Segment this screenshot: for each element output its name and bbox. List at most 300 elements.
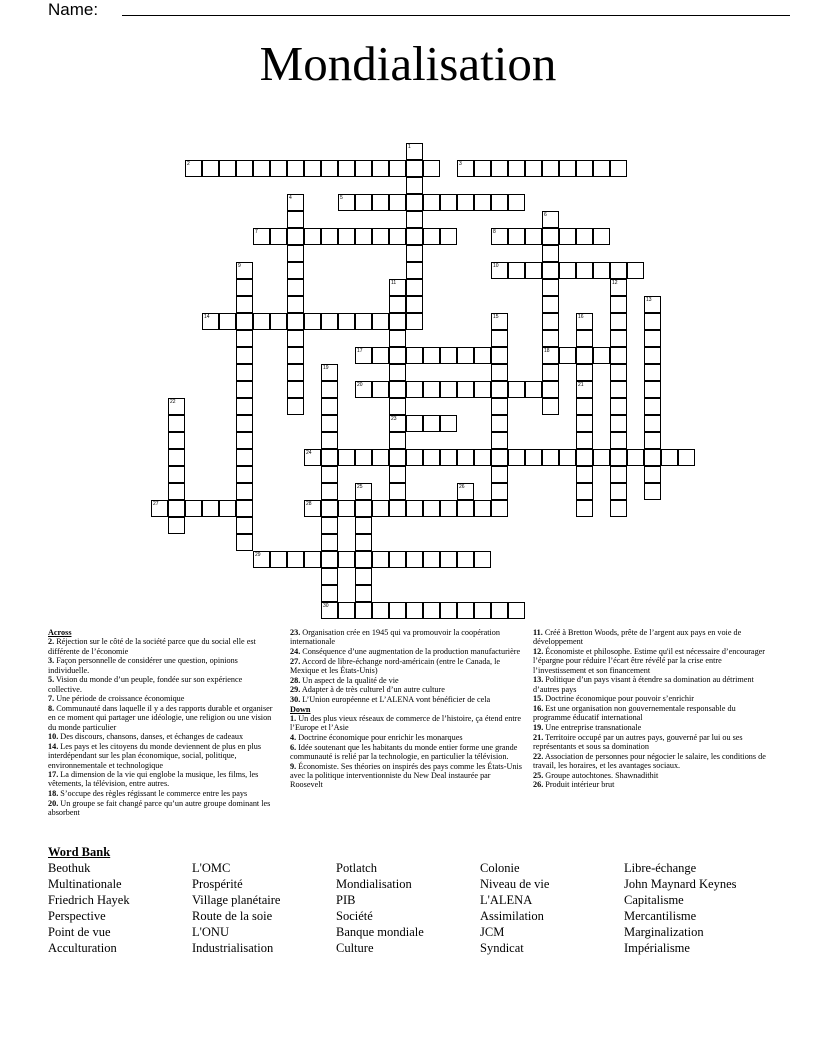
grid-cell[interactable]	[406, 228, 423, 245]
grid-cell[interactable]	[389, 279, 406, 296]
grid-cell[interactable]	[457, 449, 474, 466]
grid-cell[interactable]	[474, 160, 491, 177]
grid-cell[interactable]	[610, 330, 627, 347]
grid-cell[interactable]	[236, 279, 253, 296]
grid-cell[interactable]	[525, 381, 542, 398]
grid-cell[interactable]	[406, 143, 423, 160]
grid-cell[interactable]	[440, 347, 457, 364]
grid-cell[interactable]	[321, 364, 338, 381]
grid-cell[interactable]	[219, 313, 236, 330]
grid-cell[interactable]	[389, 466, 406, 483]
grid-cell[interactable]	[644, 483, 661, 500]
grid-cell[interactable]	[338, 313, 355, 330]
clue-number: 27	[153, 501, 159, 507]
grid-cell[interactable]	[338, 228, 355, 245]
grid-cell[interactable]	[491, 602, 508, 619]
grid-cell[interactable]	[202, 313, 219, 330]
grid-cell[interactable]	[610, 262, 627, 279]
grid-cell[interactable]	[355, 381, 372, 398]
grid-cell[interactable]	[406, 449, 423, 466]
grid-cell[interactable]	[355, 449, 372, 466]
grid-cell[interactable]	[576, 347, 593, 364]
grid-cell[interactable]	[321, 228, 338, 245]
grid-cell[interactable]	[355, 551, 372, 568]
grid-cell[interactable]	[355, 568, 372, 585]
grid-cell[interactable]	[372, 449, 389, 466]
grid-cell[interactable]	[338, 160, 355, 177]
grid-cell[interactable]	[406, 177, 423, 194]
grid-cell[interactable]	[389, 551, 406, 568]
grid-cell[interactable]	[423, 551, 440, 568]
grid-cell[interactable]	[542, 228, 559, 245]
grid-cell[interactable]	[576, 432, 593, 449]
grid-cell[interactable]	[644, 432, 661, 449]
grid-cell[interactable]	[627, 262, 644, 279]
grid-cell[interactable]	[253, 228, 270, 245]
grid-cell[interactable]	[287, 381, 304, 398]
grid-cell[interactable]	[491, 313, 508, 330]
grid-cell[interactable]	[168, 466, 185, 483]
grid-cell[interactable]	[491, 500, 508, 517]
grid-cell[interactable]	[321, 500, 338, 517]
grid-cell[interactable]	[474, 551, 491, 568]
grid-cell[interactable]	[338, 500, 355, 517]
grid-cell[interactable]	[525, 228, 542, 245]
grid-cell[interactable]	[525, 262, 542, 279]
grid-cell[interactable]	[321, 415, 338, 432]
grid-cell[interactable]	[338, 194, 355, 211]
grid-cell[interactable]	[440, 194, 457, 211]
grid-cell[interactable]	[423, 381, 440, 398]
grid-cell[interactable]	[236, 262, 253, 279]
grid-cell[interactable]	[576, 415, 593, 432]
grid-cell[interactable]	[372, 228, 389, 245]
grid-cell[interactable]	[236, 296, 253, 313]
grid-cell[interactable]	[406, 194, 423, 211]
grid-cell[interactable]	[338, 449, 355, 466]
grid-cell[interactable]	[321, 466, 338, 483]
grid-cell[interactable]	[491, 160, 508, 177]
grid-cell[interactable]	[576, 466, 593, 483]
grid-cell[interactable]	[576, 381, 593, 398]
grid-cell[interactable]	[474, 194, 491, 211]
grid-cell[interactable]	[321, 483, 338, 500]
grid-cell[interactable]	[491, 262, 508, 279]
grid-cell[interactable]	[542, 398, 559, 415]
grid-cell[interactable]	[168, 517, 185, 534]
grid-cell[interactable]	[559, 449, 576, 466]
grid-cell[interactable]	[287, 313, 304, 330]
grid-cell[interactable]	[644, 347, 661, 364]
grid-cell[interactable]	[542, 381, 559, 398]
grid-cell[interactable]	[610, 483, 627, 500]
grid-cell[interactable]	[542, 279, 559, 296]
grid-cell[interactable]	[559, 160, 576, 177]
grid-cell[interactable]	[508, 381, 525, 398]
grid-cell[interactable]	[440, 449, 457, 466]
grid-cell[interactable]	[508, 262, 525, 279]
grid-cell[interactable]	[627, 449, 644, 466]
grid-cell[interactable]	[355, 534, 372, 551]
grid-cell[interactable]	[389, 483, 406, 500]
grid-cell[interactable]	[236, 466, 253, 483]
grid-cell[interactable]	[236, 534, 253, 551]
grid-cell[interactable]	[406, 160, 423, 177]
grid-cell[interactable]	[610, 466, 627, 483]
grid-cell[interactable]	[491, 483, 508, 500]
grid-cell[interactable]	[372, 381, 389, 398]
grid-cell[interactable]	[355, 500, 372, 517]
grid-cell[interactable]	[610, 296, 627, 313]
grid-cell[interactable]	[304, 449, 321, 466]
grid-cell[interactable]	[168, 415, 185, 432]
grid-cell[interactable]	[287, 262, 304, 279]
grid-cell[interactable]	[440, 381, 457, 398]
grid-cell[interactable]	[542, 347, 559, 364]
grid-cell[interactable]	[389, 381, 406, 398]
grid-cell[interactable]	[236, 500, 253, 517]
grid-cell[interactable]	[610, 500, 627, 517]
grid-cell[interactable]	[542, 211, 559, 228]
grid-cell[interactable]	[219, 500, 236, 517]
grid-cell[interactable]	[168, 398, 185, 415]
grid-cell[interactable]	[321, 381, 338, 398]
grid-cell[interactable]	[389, 296, 406, 313]
word-bank-item: Syndicat	[480, 941, 524, 955]
grid-cell[interactable]	[457, 347, 474, 364]
grid-cell[interactable]	[389, 194, 406, 211]
grid-cell[interactable]	[610, 160, 627, 177]
grid-cell[interactable]	[236, 517, 253, 534]
grid-cell[interactable]	[321, 551, 338, 568]
grid-cell[interactable]	[338, 551, 355, 568]
grid-cell[interactable]	[491, 466, 508, 483]
grid-cell[interactable]	[457, 500, 474, 517]
grid-cell[interactable]	[355, 160, 372, 177]
grid-cell[interactable]	[236, 330, 253, 347]
grid-cell[interactable]	[287, 279, 304, 296]
grid-cell[interactable]	[406, 551, 423, 568]
grid-cell[interactable]	[576, 449, 593, 466]
grid-cell[interactable]	[355, 228, 372, 245]
grid-cell[interactable]	[423, 449, 440, 466]
grid-cell[interactable]	[644, 415, 661, 432]
grid-cell[interactable]	[406, 500, 423, 517]
grid-cell[interactable]	[644, 381, 661, 398]
grid-cell[interactable]	[644, 449, 661, 466]
grid-cell[interactable]	[474, 381, 491, 398]
grid-cell[interactable]	[253, 313, 270, 330]
grid-cell[interactable]	[355, 517, 372, 534]
grid-cell[interactable]	[440, 228, 457, 245]
clue-item	[290, 685, 522, 694]
grid-cell[interactable]	[406, 279, 423, 296]
clue-number: 2	[187, 161, 190, 167]
grid-cell[interactable]	[304, 313, 321, 330]
grid-cell[interactable]	[576, 228, 593, 245]
word-bank-item: Niveau de vie	[480, 877, 550, 891]
grid-cell[interactable]	[287, 228, 304, 245]
grid-cell[interactable]	[542, 296, 559, 313]
grid-cell[interactable]	[406, 347, 423, 364]
grid-cell[interactable]	[576, 330, 593, 347]
grid-cell[interactable]	[338, 602, 355, 619]
grid-cell[interactable]	[253, 160, 270, 177]
grid-cell[interactable]	[389, 347, 406, 364]
grid-cell[interactable]	[559, 262, 576, 279]
grid-cell[interactable]	[168, 483, 185, 500]
grid-cell[interactable]	[389, 160, 406, 177]
grid-cell[interactable]	[457, 381, 474, 398]
grid-cell[interactable]	[457, 194, 474, 211]
grid-cell[interactable]	[236, 398, 253, 415]
grid-cell[interactable]	[168, 449, 185, 466]
grid-cell[interactable]	[270, 160, 287, 177]
grid-cell[interactable]	[389, 602, 406, 619]
grid-cell[interactable]	[236, 364, 253, 381]
grid-cell[interactable]	[202, 500, 219, 517]
grid-cell[interactable]	[542, 160, 559, 177]
grid-cell[interactable]	[423, 228, 440, 245]
grid-cell[interactable]	[372, 347, 389, 364]
grid-cell[interactable]	[389, 415, 406, 432]
grid-cell[interactable]	[236, 160, 253, 177]
grid-cell[interactable]	[576, 483, 593, 500]
grid-cell[interactable]	[321, 313, 338, 330]
grid-cell[interactable]	[355, 585, 372, 602]
grid-cell[interactable]	[321, 160, 338, 177]
grid-cell[interactable]	[542, 330, 559, 347]
grid-cell[interactable]	[440, 415, 457, 432]
clue-number: 3	[459, 161, 462, 167]
grid-cell[interactable]	[423, 415, 440, 432]
grid-cell[interactable]	[423, 347, 440, 364]
grid-cell[interactable]	[542, 262, 559, 279]
grid-cell[interactable]	[406, 211, 423, 228]
grid-cell[interactable]	[474, 449, 491, 466]
grid-cell[interactable]	[321, 398, 338, 415]
grid-cell[interactable]	[287, 160, 304, 177]
grid-cell[interactable]	[610, 381, 627, 398]
grid-cell[interactable]	[236, 432, 253, 449]
grid-cell[interactable]	[491, 228, 508, 245]
grid-cell[interactable]	[644, 330, 661, 347]
grid-cell[interactable]	[406, 296, 423, 313]
grid-cell[interactable]	[287, 296, 304, 313]
grid-cell[interactable]	[321, 602, 338, 619]
grid-cell[interactable]	[389, 500, 406, 517]
grid-cell[interactable]	[389, 364, 406, 381]
grid-cell[interactable]	[508, 194, 525, 211]
grid-cell[interactable]	[457, 160, 474, 177]
grid-cell[interactable]	[525, 449, 542, 466]
grid-cell[interactable]	[593, 228, 610, 245]
grid-cell[interactable]	[491, 381, 508, 398]
clue-number: 26	[459, 484, 465, 490]
grid-cell[interactable]	[372, 313, 389, 330]
grid-cell[interactable]	[287, 194, 304, 211]
grid-cell[interactable]	[423, 602, 440, 619]
grid-cell[interactable]	[287, 364, 304, 381]
grid-cell[interactable]	[644, 466, 661, 483]
clue-number: 22	[170, 399, 176, 405]
grid-cell[interactable]	[287, 211, 304, 228]
grid-cell[interactable]	[610, 398, 627, 415]
grid-cell[interactable]	[525, 160, 542, 177]
grid-cell[interactable]	[287, 398, 304, 415]
grid-cell[interactable]	[491, 398, 508, 415]
grid-cell[interactable]	[355, 483, 372, 500]
grid-cell[interactable]	[491, 364, 508, 381]
grid-cell[interactable]	[474, 602, 491, 619]
grid-cell[interactable]	[491, 415, 508, 432]
grid-cell[interactable]	[610, 313, 627, 330]
grid-cell[interactable]	[508, 449, 525, 466]
grid-cell[interactable]	[457, 602, 474, 619]
grid-cell[interactable]	[287, 551, 304, 568]
grid-cell[interactable]	[423, 160, 440, 177]
grid-cell[interactable]	[236, 347, 253, 364]
grid-cell[interactable]	[610, 415, 627, 432]
grid-cell[interactable]	[389, 449, 406, 466]
grid-cell[interactable]	[508, 602, 525, 619]
grid-cell[interactable]	[287, 245, 304, 262]
grid-cell[interactable]	[304, 500, 321, 517]
grid-cell[interactable]	[491, 347, 508, 364]
grid-cell[interactable]	[406, 262, 423, 279]
grid-cell[interactable]	[321, 517, 338, 534]
grid-cell[interactable]	[321, 585, 338, 602]
clue-item	[533, 704, 767, 723]
grid-cell[interactable]	[576, 160, 593, 177]
grid-cell[interactable]	[355, 347, 372, 364]
grid-cell[interactable]	[542, 245, 559, 262]
grid-cell[interactable]	[610, 347, 627, 364]
grid-cell[interactable]	[372, 194, 389, 211]
grid-cell[interactable]	[389, 432, 406, 449]
grid-cell[interactable]	[168, 432, 185, 449]
grid-cell[interactable]	[440, 500, 457, 517]
grid-cell[interactable]	[168, 500, 185, 517]
grid-cell[interactable]	[644, 313, 661, 330]
grid-cell[interactable]	[304, 228, 321, 245]
grid-cell[interactable]	[321, 449, 338, 466]
grid-cell[interactable]	[202, 160, 219, 177]
grid-cell[interactable]	[576, 500, 593, 517]
grid-cell[interactable]	[423, 194, 440, 211]
grid-cell[interactable]	[321, 432, 338, 449]
grid-cell[interactable]	[236, 449, 253, 466]
grid-cell[interactable]	[542, 364, 559, 381]
grid-cell[interactable]	[474, 500, 491, 517]
grid-cell[interactable]	[610, 449, 627, 466]
grid-cell[interactable]	[491, 194, 508, 211]
grid-cell[interactable]	[644, 398, 661, 415]
grid-cell[interactable]	[389, 330, 406, 347]
grid-cell[interactable]	[542, 449, 559, 466]
grid-cell[interactable]	[355, 194, 372, 211]
grid-cell[interactable]	[678, 449, 695, 466]
grid-cell[interactable]	[406, 313, 423, 330]
grid-cell[interactable]	[508, 160, 525, 177]
grid-cell[interactable]	[219, 160, 236, 177]
grid-cell[interactable]	[185, 500, 202, 517]
grid-cell[interactable]	[355, 602, 372, 619]
grid-cell[interactable]	[644, 296, 661, 313]
grid-cell[interactable]	[355, 313, 372, 330]
grid-cell[interactable]	[593, 262, 610, 279]
grid-cell[interactable]	[406, 415, 423, 432]
grid-cell[interactable]	[287, 330, 304, 347]
clue-item	[48, 694, 276, 703]
grid-cell[interactable]	[593, 160, 610, 177]
grid-cell[interactable]	[270, 551, 287, 568]
grid-cell[interactable]	[440, 602, 457, 619]
grid-cell[interactable]	[270, 313, 287, 330]
grid-cell[interactable]	[304, 160, 321, 177]
grid-cell[interactable]	[593, 347, 610, 364]
grid-cell[interactable]	[576, 262, 593, 279]
grid-cell[interactable]	[559, 347, 576, 364]
clue-number-label: 13.	[533, 675, 544, 685]
grid-cell[interactable]	[236, 483, 253, 500]
grid-cell[interactable]	[236, 313, 253, 330]
grid-cell[interactable]	[576, 398, 593, 415]
grid-cell[interactable]	[236, 381, 253, 398]
grid-cell[interactable]	[253, 551, 270, 568]
grid-cell[interactable]	[491, 449, 508, 466]
grid-cell[interactable]	[389, 228, 406, 245]
grid-cell[interactable]	[576, 364, 593, 381]
grid-cell[interactable]	[457, 483, 474, 500]
grid-cell[interactable]	[406, 245, 423, 262]
grid-cell[interactable]	[372, 160, 389, 177]
grid-cell[interactable]	[321, 568, 338, 585]
grid-cell[interactable]	[508, 228, 525, 245]
grid-cell[interactable]	[491, 330, 508, 347]
grid-cell[interactable]	[372, 551, 389, 568]
grid-cell[interactable]	[304, 551, 321, 568]
grid-cell[interactable]	[423, 500, 440, 517]
grid-cell[interactable]	[440, 551, 457, 568]
grid-cell[interactable]	[559, 228, 576, 245]
clue-number-label: 9.	[290, 761, 297, 771]
grid-cell[interactable]	[406, 381, 423, 398]
grid-cell[interactable]	[610, 432, 627, 449]
grid-cell[interactable]	[406, 602, 423, 619]
grid-cell[interactable]	[491, 432, 508, 449]
grid-cell[interactable]	[389, 398, 406, 415]
grid-cell[interactable]	[644, 364, 661, 381]
grid-cell[interactable]	[236, 415, 253, 432]
grid-cell[interactable]	[457, 551, 474, 568]
grid-cell[interactable]	[372, 500, 389, 517]
grid-cell[interactable]	[610, 364, 627, 381]
grid-cell[interactable]	[389, 313, 406, 330]
grid-cell[interactable]	[610, 279, 627, 296]
grid-cell[interactable]	[151, 500, 168, 517]
grid-cell[interactable]	[287, 347, 304, 364]
grid-cell[interactable]	[593, 449, 610, 466]
grid-cell[interactable]	[474, 347, 491, 364]
grid-cell[interactable]	[542, 313, 559, 330]
grid-cell[interactable]	[372, 602, 389, 619]
grid-cell[interactable]	[576, 313, 593, 330]
grid-cell[interactable]	[661, 449, 678, 466]
grid-cell[interactable]	[185, 160, 202, 177]
grid-cell[interactable]	[321, 534, 338, 551]
grid-cell[interactable]	[270, 228, 287, 245]
